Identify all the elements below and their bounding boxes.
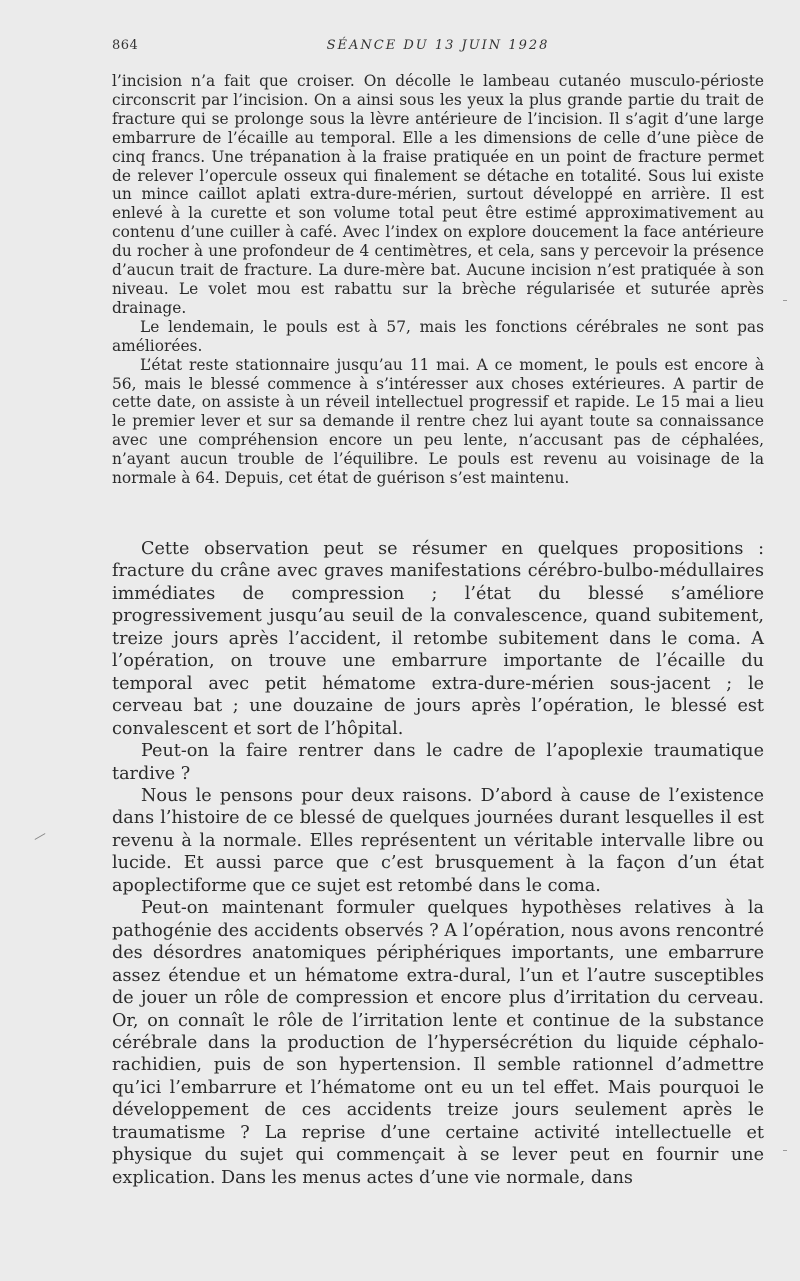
paragraph: L’état reste stationnaire jusqu’au 11 mai. A ce moment, le pouls est encore à 56, mais le blessé commence à s’intéresser aux choses extérieures. A partir de cette date, on assiste à un réveil intellectuel progressif et rapide. Le 15 mai a lieu le premier lever et sur sa demande il rentre chez lui ayant toute sa connaissance avec une compréhension encore un peu lente, n’accusant pas de céphalées, n’ayant aucun trouble de l’équilibre. Le pouls est revenu au voisinage de la normale à 64. Depuis, cet état de guérison s’est maintenu. <box>112 355 764 488</box>
margin-mark <box>35 833 46 840</box>
case-report-text <box>112 72 764 488</box>
margin-mark <box>783 1150 787 1151</box>
page-number: 864 <box>112 38 139 53</box>
paragraph: l’incision n’a fait que croiser. On décolle le lambeau cutanéo musculo-périoste circonscrit par l’incision. On a ainsi sous les yeux la plus grande partie du trait de fracture qui se prolonge sous la lèvre antérieure de l’incision. Il s’agit d’une large embarrure de l’écaille au temporal. Elle a les dimensions de celle d’une pièce de cinq francs. Une trépanation à la fraise pratiquée en un point de fracture permet de relever l’opercule osseux qui finalement se détache en totalité. Sous lui existe un mince caillot aplati extra-dure-mérien, surtout développé en arrière. Il est enlevé à la curette et son volume total peut être estimé approximativement au contenu d’une cuiller à café. Avec l’index on explore doucement la face antérieure du rocher à une profondeur de 4 centimètres, et cela, sans y percevoir la présence d’aucun trait de fracture. La dure-mère bat. Aucune incision n’est pratiquée à son niveau. Le volet mou est rabattu sur la brèche régularisée et suturée après drainage. <box>112 72 764 317</box>
paragraph: Peut-on la faire rentrer dans le cadre de l’apoplexie traumatique tardive ? <box>112 741 764 784</box>
paragraph: Nous le pensons pour deux raisons. D’abord à cause de l’existence dans l’histoire de ce blessé de quelques journées durant lesquelles il est revenu à la normale. Elles représentent un véritable intervalle libre ou lucide. Et aussi parce que c’est brusquement à la façon d’un état apoplectiforme que ce sujet est retombé dans le coma. <box>112 785 764 896</box>
discussion-text <box>112 538 764 1189</box>
paragraph: Cette observation peut se résumer en quelques propositions : fracture du crâne avec graves manifestations cérébro-bulbo-médullaires immédiates de compression ; l’état du blessé s’améliore progressivement jusqu’au seuil de la convalescence, quand subitement, treize jours après l’accident, il retombe subitement dans le coma. A l’opération, on trouve une embarrure importante de l’écaille du temporal avec petit hématome extra-dure-mérien sous-jacent ; le cerveau bat ; une douzaine de jours après l’opération, le blessé est convalescent et sort de l’hôpital. <box>112 539 764 739</box>
running-title: SÉANCE DU 13 JUIN 1928 <box>326 38 550 53</box>
paragraph: Peut-on maintenant formuler quelques hypothèses relatives à la pathogénie des accidents observés ? A l’opération, nous avons rencontré des désordres anatomiques périphériques importants, une embarrure assez étendue et un hématome extra-dural, l’un et l’autre susceptibles de jouer un rôle de compression et encore plus d’irritation du cerveau. Or, on connaît le rôle de l’irritation lente et continue de la substance cérébrale dans la production de l’hypersécrétion du liquide céphalo-rachidien, puis de son hypertension. Il semble rationnel d’admettre qu’ici l’embarrure et l’hématome ont eu un tel effet. Mais pourquoi le développement de ces accidents treize jours seulement après le traumatisme ? La reprise d’une certaine activité intellectuelle et physique du sujet qui commençait à se lever peut en fournir une explication. Dans les menus actes d’une vie normale, dans <box>112 898 764 1188</box>
margin-mark <box>783 300 787 301</box>
page-header <box>112 38 764 58</box>
paragraph: Le lendemain, le pouls est à 57, mais les fonctions cérébrales ne sont pas améliorées. <box>112 317 764 355</box>
